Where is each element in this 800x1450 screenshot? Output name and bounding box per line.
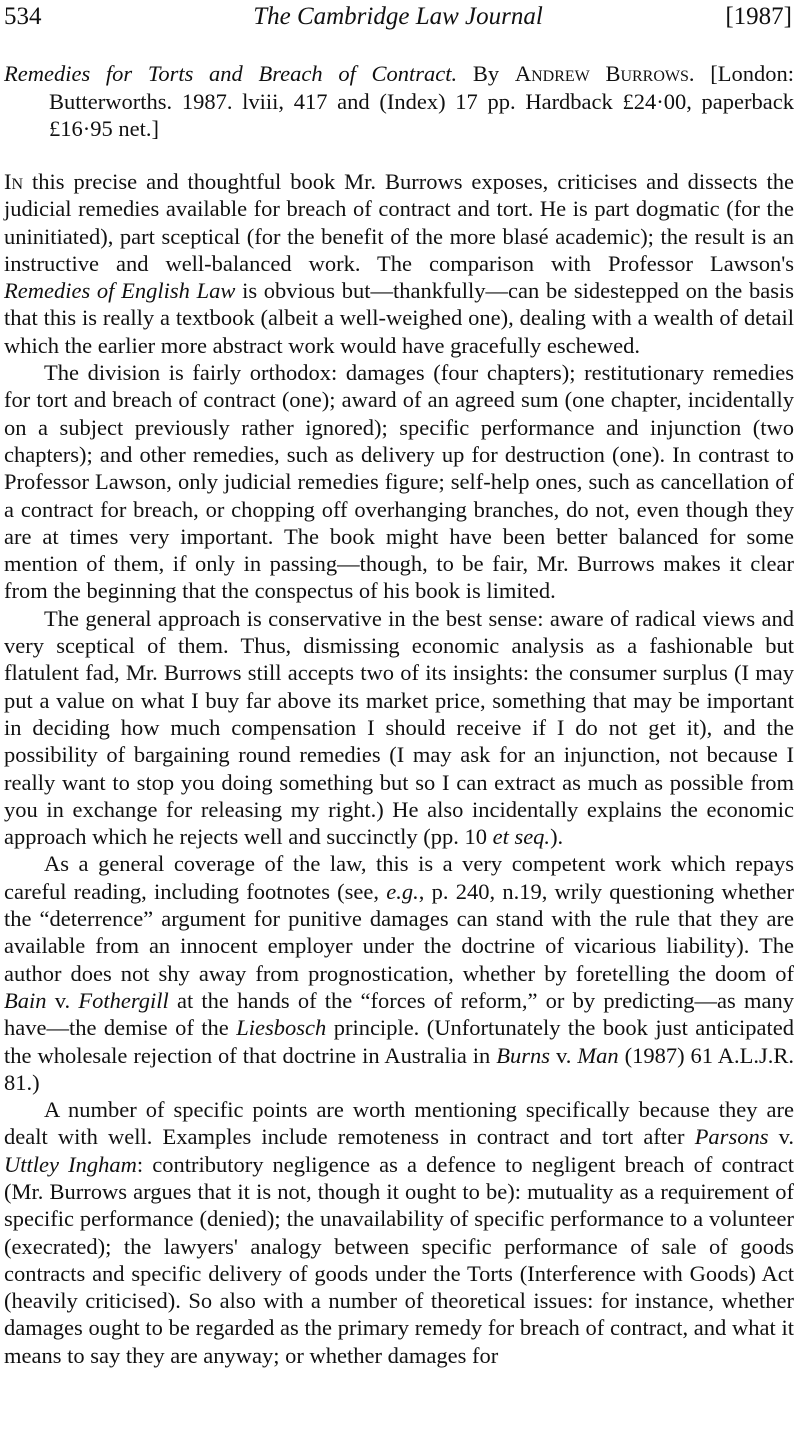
eg-abbrev: e.g. bbox=[386, 878, 419, 904]
paragraph-4-text-g: (1987) 61 A.L.J.R. 81.) bbox=[4, 1042, 794, 1095]
paragraph-5-text-c: : contributory negligence as a defence to negligent breach of contract (Mr. Burrows argues that it is not, though it ought to be): mutuality as a requirement of specific performance (denied); the unavailability of specific performance to a volunteer (execrated); the lawyers' analogy between specific performance of sale of goods contracts and specific delivery of goods under the Torts (Interference with Goods) Act (heavily criticised). So also with a number of theoretical issues: for instance, whether damages ought to be regarded as the primary remedy for breach of contract, and what it means to say they are anyway; or whether damages for bbox=[4, 1151, 794, 1368]
journal-title: The Cambridge Law Journal bbox=[253, 3, 543, 30]
paragraph-4-text-a: As a general coverage of the law, this is a very competent work which repays careful reading, including footnotes (see, bbox=[4, 851, 794, 904]
paragraph-1-text-b: is obvious but—thankfully—can be sidestepped on the basis that this is really a textbook (albeit a well-weighed one), dealing with a wealth of detail which the earlier more abstract work would have gracefully eschewed. bbox=[4, 278, 795, 358]
case-liesbosch: Liesbosch bbox=[236, 1015, 327, 1041]
paragraph-5 bbox=[4, 1096, 794, 1369]
case-bain: Bain bbox=[4, 987, 47, 1013]
paragraph-3-text-b: ). bbox=[550, 824, 564, 850]
paragraph-4-text-e: principle. (Unfortunately the book just anticipated the wholesale rejection of that doctrine in Australia in bbox=[4, 1015, 794, 1068]
volume-year: [1987] bbox=[725, 3, 792, 30]
case-uttley-ingham: Uttley Ingham bbox=[4, 1151, 137, 1177]
lawson-book-title: Remedies of English Law bbox=[4, 278, 236, 304]
paragraph-4-text-c: v. bbox=[46, 987, 79, 1013]
paragraph-4 bbox=[4, 850, 794, 1096]
book-author: Andrew Burrows. bbox=[514, 61, 695, 86]
citation-by: By bbox=[472, 61, 500, 86]
case-burns: Burns bbox=[496, 1042, 551, 1068]
opening-word: In bbox=[4, 169, 24, 194]
paragraph-4-text-d: at the hands of the “forces of reform,” or by predicting—as many have—the demise of the bbox=[4, 987, 794, 1041]
publication-details: [London: Butterworths. 1987. lviii, 417 and (Index) 17 pp. Hardback £24·00, paperback £16·95 net.] bbox=[49, 61, 794, 141]
paragraph-4-text-f: v. bbox=[550, 1042, 578, 1068]
paragraph-3 bbox=[4, 605, 794, 851]
paragraph-5-text-b: v. bbox=[768, 1124, 795, 1150]
review-body bbox=[4, 168, 794, 1369]
paragraph-1 bbox=[4, 168, 794, 359]
et-seq: et seq. bbox=[492, 824, 551, 850]
paragraph-2-text: The division is fairly orthodox: damages (four chapters); restitutionary remedies for tort and breach of contract (one); award of an agreed sum (one chapter, incidentally on a subject previously rather ignored); specific performance and injunction (two chapters); and other remedies, such as delivery up for destruction (one). In contrast to Professor Lawson, only judicial remedies figure; self-help ones, such as cancellation of a contract for breach, or chopping off overhanging branches, do not, even though they are at times very important. The book might have been better balanced for some mention of them, if only in passing—though, to be fair, Mr. Burrows makes it clear from the beginning that the conspectus of his book is limited. bbox=[4, 360, 794, 604]
case-fothergill: Fothergill bbox=[78, 987, 169, 1013]
case-man: Man bbox=[577, 1042, 619, 1068]
paragraph-5-text-a: A number of specific points are worth mentioning specifically because they are dealt with well. Examples include remoteness in contract and tort after bbox=[4, 1097, 794, 1150]
paragraph-3-text-a: The general approach is conservative in the best sense: aware of radical views and very sceptical of them. Thus, dismissing economic analysis as a fashionable but flatulent fad, Mr. Burrows still accepts two of its insights: the consumer surplus (I may put a value on what I buy far above its market price, something that may be important in deciding how much compensation I should receive if I do not get it), and the possibility of bargaining round remedies (I may ask for an injunction, not because I really want to stop you doing something but so I can extract as much as possible from you in exchange for releasing my right.) He also incidentally explains the economic approach which he rejects well and succinctly (pp. 10 bbox=[4, 605, 794, 850]
paragraph-2 bbox=[4, 359, 794, 605]
case-parsons: Parsons bbox=[694, 1124, 769, 1150]
book-citation bbox=[4, 60, 794, 143]
paragraph-1-text-a: this precise and thoughtful book Mr. Burrows exposes, criticises and dissects the judicial remedies available for breach of contract and tort. He is part dogmatic (for the uninitiated), part sceptical (for the benefit of the more blasé academic); the result is an instructive and well-balanced work. The comparison with Professor Lawson's bbox=[4, 169, 794, 276]
book-title: Remedies for Torts and Breach of Contract. bbox=[4, 61, 458, 86]
page-number: 534 bbox=[4, 3, 42, 30]
running-head bbox=[4, 0, 792, 34]
paragraph-4-text-b: , p. 240, n.19, wrily questioning whether the “deterrence” argument for punitive damages can stand with the rule that they are available from an innocent employer under the doctrine of vicarious liability). The author does not shy away from prognostication, whether by foretelling the doom of bbox=[4, 878, 794, 986]
